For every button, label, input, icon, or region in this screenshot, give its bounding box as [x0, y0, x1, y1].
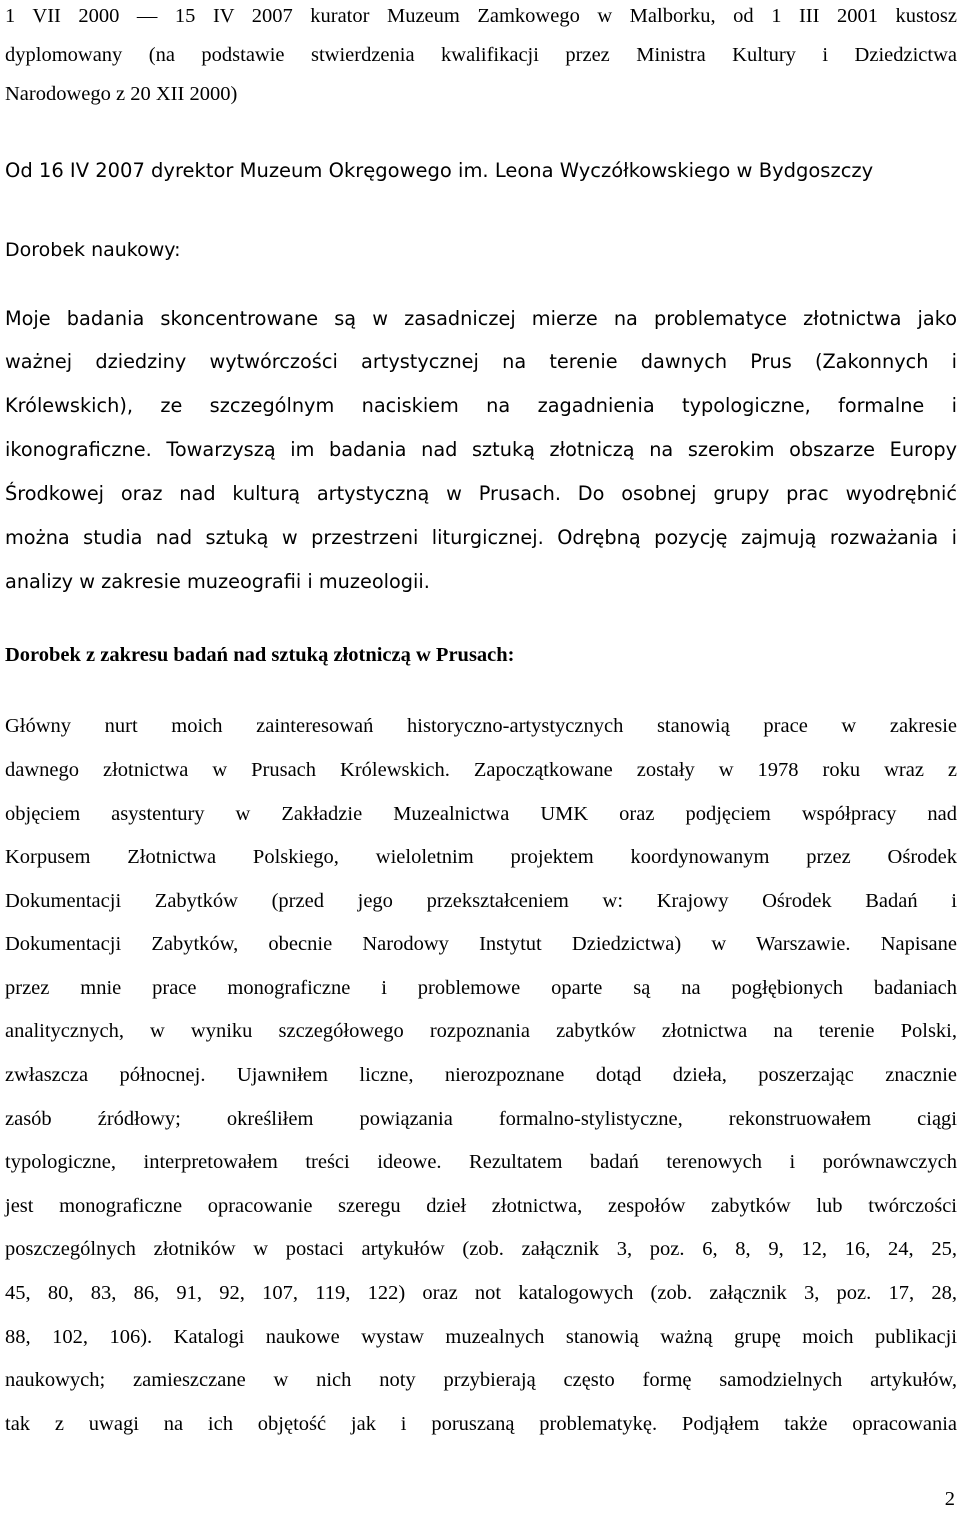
goldsmith-line: dawnego złotnictwa w Prusach Królewskich. Zapoczątkowane zostały w 1978 roku wraz z	[5, 759, 957, 781]
page-number: 2	[944, 1488, 955, 1510]
goldsmith-line: Główny nurt moich zainteresowań historyczno-artystycznych stanowią prace w zakresie	[5, 715, 957, 737]
director-line: Od 16 IV 2007 dyrektor Muzeum Okręgowego im. Leona Wyczółkowskiego w Bydgoszczy	[5, 159, 874, 182]
goldsmith-line: 88, 102, 106). Katalogi naukowe wystaw muzealnych stanowią ważną grupę moich publikacji	[5, 1326, 957, 1348]
research-line: ikonograficzne. Towarzyszą im badania nad sztuką złotniczą na szerokim obszarze Europy	[5, 438, 957, 461]
section-heading-goldsmith: Dorobek z zakresu badań nad sztuką złotniczą w Prusach:	[5, 644, 515, 666]
research-line: Środkowej oraz nad kulturą artystyczną w Prusach. Do osobnej grupy prac wyodrębnić	[5, 482, 957, 505]
document-page	[5, 0, 957, 1515]
career-line: 1 VII 2000 — 15 IV 2007 kurator Muzeum Zamkowego w Malborku, od 1 III 2001 kustosz	[5, 5, 957, 27]
section-heading-dorobek: Dorobek naukowy:	[5, 239, 181, 261]
career-line: dyplomowany (na podstawie stwierdzenia kwalifikacji przez Ministra Kultury i Dziedzictwa	[5, 44, 957, 66]
research-line: Moje badania skoncentrowane są w zasadniczej mierze na problematyce złotnictwa jako	[5, 307, 957, 330]
goldsmith-line: Dokumentacji Zabytków (przed jego przekształceniem w: Krajowy Ośrodek Badań i	[5, 890, 957, 912]
goldsmith-line: tak z uwagi na ich objętość jak i poruszaną problematykę. Podjąłem także opracowania	[5, 1413, 957, 1435]
research-line: Królewskich), ze szczególnym naciskiem na zagadnienia typologiczne, formalne i	[5, 394, 957, 417]
goldsmith-line: analitycznych, w wyniku szczegółowego rozpoznania zabytków złotnictwa na terenie Polski,	[5, 1020, 957, 1042]
career-line: Narodowego z 20 XII 2000)	[5, 83, 238, 105]
goldsmith-line: zwłaszcza północnej. Ujawniłem liczne, nierozpoznane dotąd dzieła, poszerzając znacznie	[5, 1064, 957, 1086]
goldsmith-line: poszczególnych złotników w postaci artykułów (zob. załącznik 3, poz. 6, 8, 9, 12, 16, 24, 25,	[5, 1238, 957, 1260]
goldsmith-line: jest monograficzne opracowanie szeregu dzieł złotnictwa, zespołów zabytków lub twórczości	[5, 1195, 957, 1217]
research-line: analizy w zakresie muzeografii i muzeologii.	[5, 570, 430, 593]
goldsmith-line: objęciem asystentury w Zakładzie Muzealnictwa UMK oraz podjęciem współpracy nad	[5, 803, 957, 825]
goldsmith-line: Dokumentacji Zabytków, obecnie Narodowy Instytut Dziedzictwa) w Warszawie. Napisane	[5, 933, 957, 955]
research-line: ważnej dziedziny wytwórczości artystycznej na terenie dawnych Prus (Zakonnych i	[5, 350, 957, 373]
goldsmith-line: Korpusem Złotnictwa Polskiego, wieloletnim projektem koordynowanym przez Ośrodek	[5, 846, 957, 868]
research-line: można studia nad sztuką w przestrzeni liturgicznej. Odrębną pozycję zajmują rozważania i	[5, 526, 957, 549]
goldsmith-line: naukowych; zamieszczane w nich noty przybierają często formę samodzielnych artykułów,	[5, 1369, 957, 1391]
goldsmith-line: przez mnie prace monograficzne i problemowe oparte są na pogłębionych badaniach	[5, 977, 957, 999]
goldsmith-line: 45, 80, 83, 86, 91, 92, 107, 119, 122) oraz not katalogowych (zob. załącznik 3, poz. 17, 28,	[5, 1282, 957, 1304]
goldsmith-line: typologiczne, interpretowałem treści ideowe. Rezultatem badań terenowych i porównawczych	[5, 1151, 957, 1173]
goldsmith-line: zasób źródłowy; określiłem powiązania formalno-stylistyczne, rekonstruowałem ciągi	[5, 1108, 957, 1130]
